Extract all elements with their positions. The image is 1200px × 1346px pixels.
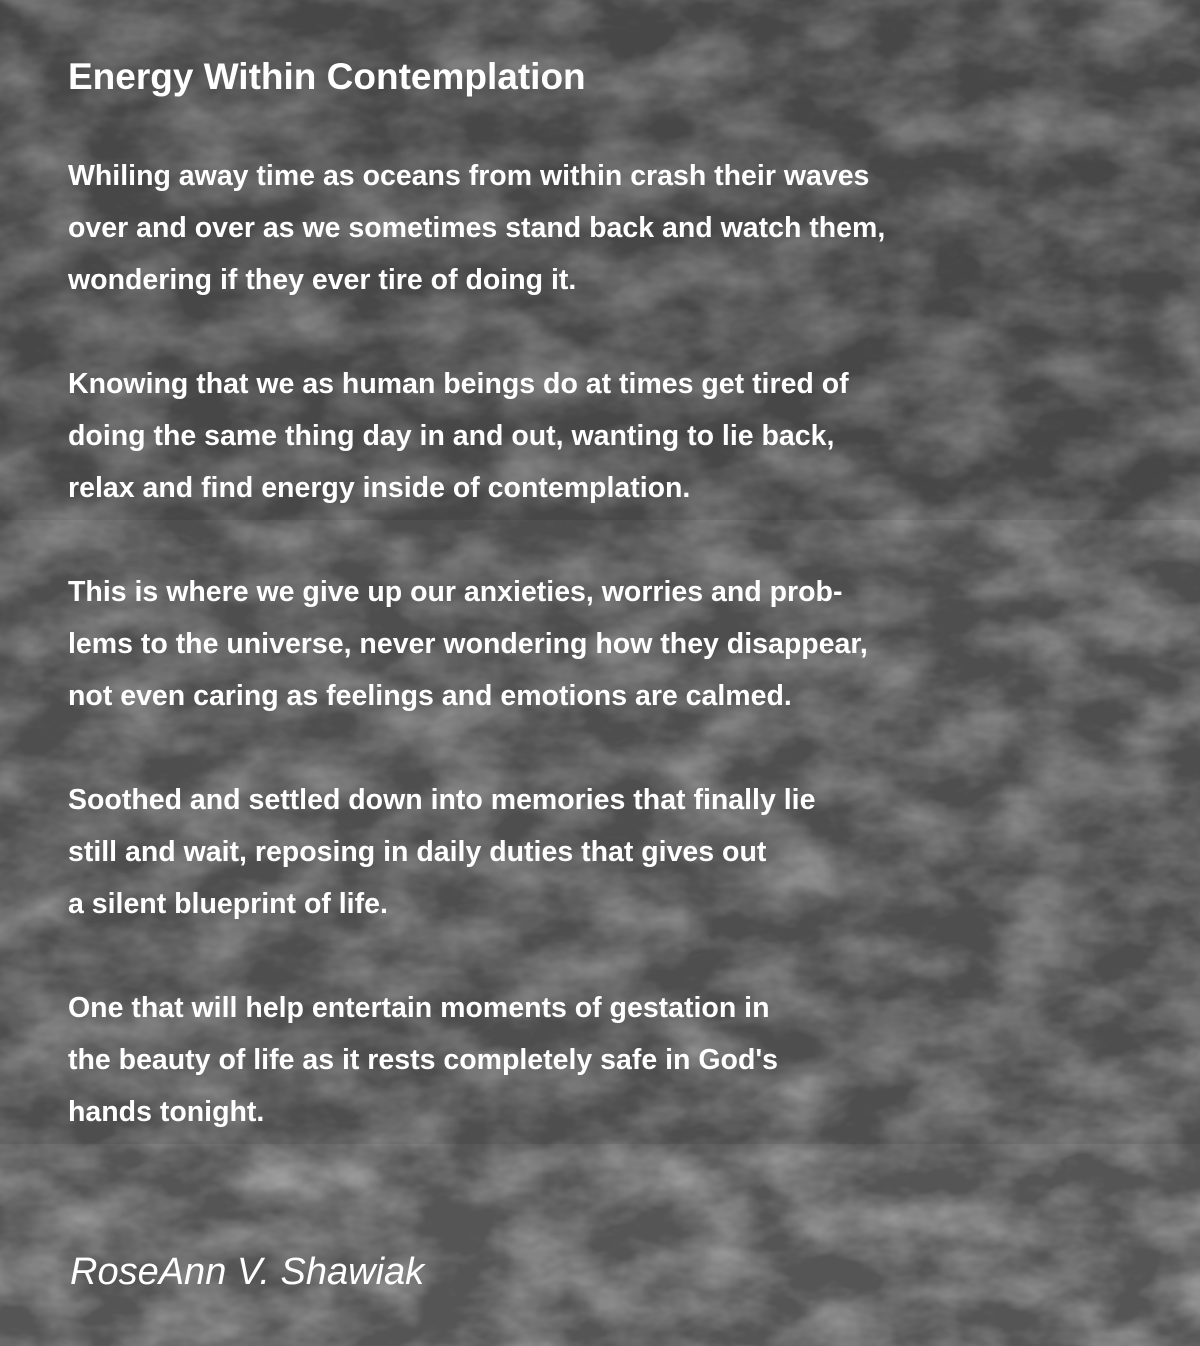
poem-line: the beauty of life as it rests completely safe in God's (68, 1044, 778, 1076)
poem-line: hands tonight. (68, 1096, 265, 1128)
poem-author: RoseAnn V. Shawiak (70, 1251, 425, 1293)
poem-line: doing the same thing day in and out, wanting to lie back, (68, 420, 835, 452)
stanza (68, 566, 1148, 722)
poem-line: One that will help entertain moments of gestation in (68, 992, 770, 1024)
poem-line: over and over as we sometimes stand back and watch them, (68, 212, 886, 244)
poem-line: This is where we give up our anxieties, worries and prob- (68, 576, 843, 608)
poem-line: Knowing that we as human beings do at times get tired of (68, 368, 849, 400)
poem-line: relax and find energy inside of contemplation. (68, 472, 691, 504)
poem-line: Soothed and settled down into memories that finally lie (68, 784, 816, 816)
poem-line: wondering if they ever tire of doing it. (68, 264, 577, 296)
stanza (68, 150, 1148, 306)
poem-title: Energy Within Contemplation (68, 56, 586, 97)
poem-line: not even caring as feelings and emotions are calmed. (68, 680, 792, 712)
poem-line: a silent blueprint of life. (68, 888, 388, 920)
poem-line: lems to the universe, never wondering how they disappear, (68, 628, 868, 660)
stanza (68, 982, 1148, 1138)
stanza (68, 358, 1148, 514)
poem-line: still and wait, reposing in daily duties that gives out (68, 836, 767, 868)
poem-line: Whiling away time as oceans from within crash their waves (68, 160, 870, 192)
stanza (68, 774, 1148, 930)
poem-body (68, 150, 1148, 1190)
